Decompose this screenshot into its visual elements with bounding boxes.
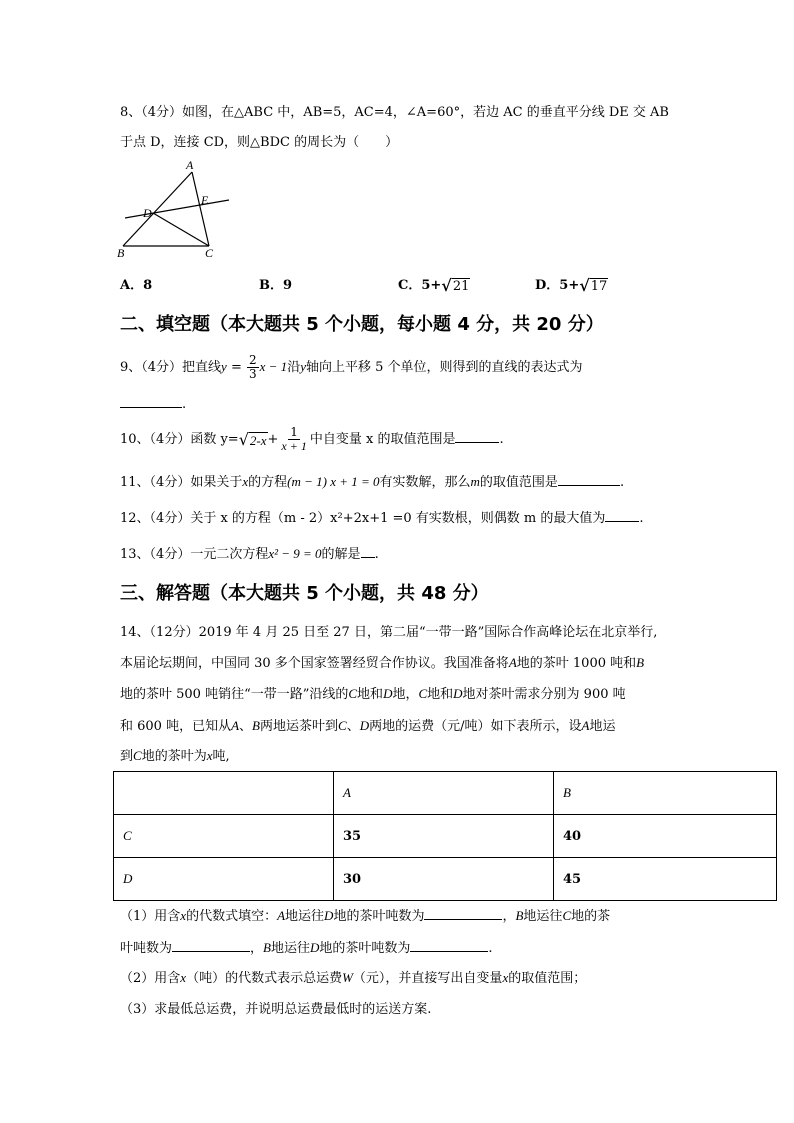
q14-sub3: （3）求最低总运费，并说明总运费最低时的运送方案. [120,1002,432,1017]
table-header-cell [114,772,334,815]
q14-sub1-C: C [562,908,572,923]
q14-line3-a: 地的茶叶 500 吨销往“一带一路”沿线的 [120,687,349,702]
q8-options [120,274,720,296]
q14-sub1-blank-2[interactable] [172,937,250,952]
option-c-prefix: C．5+ [398,278,442,293]
section-3-title: 三、解答题（本大题共 5 个小题，共 48 分） [120,583,489,604]
table-cell: 45 [554,858,777,901]
q14-sub2-c: （元），并直接写出自变量 [352,971,503,986]
q13-answer-blank[interactable] [361,543,375,558]
q12-end: . [639,511,644,526]
q10-suffix: 中自变量 x 的取值范围是 [309,432,456,447]
q10-frac-num: 1 [290,425,298,439]
q14-line5-d: x [206,748,213,763]
q14-line3-i: 地对茶叶需求分别为 900 吨 [462,687,626,702]
q14-sub1-line1 [120,905,610,927]
table-header-cell: A [334,772,554,815]
table-header-cell: B [554,772,777,815]
q14-sub1-c: 地运往 [285,909,325,924]
q11-line [120,471,624,493]
q14-sub2 [120,968,586,989]
segment-cd [153,213,209,246]
table-cell: 40 [554,815,777,858]
option-d-prefix: D．5+ [535,278,580,293]
q14-line3 [120,684,626,705]
q13-equation: x² − 9 = 0 [268,546,322,561]
table-cell: 30 [334,858,554,901]
q8-line1: 8、（4分）如图，在△ABC 中，AB=5，AC=4，∠A=60°，若边 AC 的垂直平分线 DE 交 AB [120,105,669,120]
label-a: A [186,158,194,172]
option-a: A．8 [120,278,153,293]
q14-line4-a: 和 600 吨，已知从 [120,719,232,734]
q14-line5-c: 地的茶叶为 [141,749,207,764]
q10-radicand: 2-x [249,432,267,448]
q13-prefix: 13、（4分）一元二次方程 [120,547,269,562]
label-b: B [117,246,125,260]
q14-sub1-line2 [120,937,493,959]
q14-sub1-line2-d: 地的茶叶吨数为 [319,941,411,956]
q13-suffix: 的解是 [321,547,361,562]
label-e: E [201,193,209,207]
q11-var-m: m [470,474,480,489]
q14-line2 [120,653,644,674]
table-row-label: C [114,815,334,858]
q14-line4 [120,716,615,737]
q14-sub1-A: A [277,908,286,923]
q14-sub1-line2-c: 地运往 [270,941,310,956]
q14-line4-h: D [359,718,370,733]
q14-line4-c: 、 [239,719,253,734]
option-c-sqrt: √ 21 [441,275,470,295]
q14-line2-b: 地的茶叶 1000 吨和 [516,656,637,671]
q8-line2: 于点 D，连接 CD，则△BDC 的周长为（ ） [120,135,399,150]
q14-line4-d: B [252,718,260,733]
q9-axis: y [300,359,306,374]
table-row-label: D [114,858,334,901]
q14-sub1-f: 地运往 [523,909,563,924]
q9-y: y [221,359,227,374]
q10-frac-den: x + 1 [281,439,307,453]
q14-sub2-b: （吨）的代数式表示总运费 [186,971,343,986]
q14-sub1-line2-B: B [263,940,271,955]
q11-end: . [619,475,625,490]
option-b: B．9 [259,278,293,293]
option-d-radicand: 17 [590,278,608,294]
q11-var-x: x [242,474,249,489]
q14-line4-f: C [338,718,347,733]
q14-line5-a: 到 [120,749,134,764]
q14-line2-text: 本届论坛期间，中国同 30 多个国家签署经贸合作协议。我国准备将 [120,656,509,671]
q14-line1: 14、（12分）2019 年 4 月 25 日至 27 日，第二届“一带一路”国际合作高峰论坛在北京举行, [120,625,658,640]
q11-mid2: 有实数解，那么 [379,475,471,490]
q14-sub1-line2-e: . [488,941,493,956]
q11-suffix: 的取值范围是 [479,475,558,490]
q14-sub1-e: ， [502,909,516,924]
triangle-figure [117,158,235,262]
q14-sub1-a: （1）用含 [120,909,181,924]
q12-line [120,507,644,529]
table-header-row [114,772,777,815]
q14-line2-c: B [636,655,645,670]
q9-mid: 沿 [287,360,301,375]
q14-sub2-W: W [342,970,353,985]
q14-sub1-d: 地的茶叶吨数为 [333,909,425,924]
q14-sub1-line2-a: 叶吨数为 [120,941,173,956]
q10-sqrt: √ 2-x [238,429,267,449]
q14-sub1-line2-D: D [310,940,320,955]
q14-line3-c: C [348,686,358,701]
q14-line3-d: D [383,686,393,701]
q9-prefix: 9、（4分）把直线 [120,360,222,375]
q9-equals: = [226,360,246,375]
q14-sub2-x2: x [502,970,509,985]
q14-sub1-g: 地的茶 [571,909,611,924]
q10-prefix: 10、（4分）函数 y= [120,432,239,447]
label-c: C [205,246,214,260]
q11-equation: (m − 1) x + 1 = 0 [287,474,380,489]
q9-line1 [120,353,583,382]
q14-sub1-x: x [180,908,187,923]
option-c-radicand: 21 [452,278,470,294]
q14-line5-b: C [133,748,142,763]
q14-line4-i: 两地的运费（元/吨）如下表所示，设 [369,719,582,734]
q9-tail-expr: x − 1 [259,359,288,374]
option-d [535,274,608,295]
q9-fraction [247,354,259,381]
q14-line3-g: 地和 [427,687,454,702]
q9-frac-num: 2 [249,353,257,367]
q11-answer-blank[interactable] [558,471,620,486]
q14-sub2-x: x [180,970,187,985]
q9-suffix: 轴向上平移 5 个单位，则得到的直线的表达式为 [305,360,583,375]
q14-line5 [120,746,230,767]
table-row [114,858,777,901]
q10-line [120,425,504,455]
q14-line4-j: A [581,718,590,733]
q9-answer-blank[interactable] [120,393,182,408]
q10-end: . [499,432,504,447]
q9-end: . [182,397,187,412]
q12-prefix: 12、（4分）关于 x 的方程（m - 2）x²+2x+1 =0 有实数根，则偶数 m 的最大值为 [120,511,606,526]
table-cell: 35 [334,815,554,858]
option-c [398,274,470,295]
q14-line5-e: 吨, [212,749,230,764]
q13-line [120,543,379,565]
q10-plus: + [267,432,279,447]
segment-ab [123,172,192,246]
q14-line3-f: C [418,686,428,701]
freight-cost-table [113,771,777,901]
section-2-title: 二、填空题（本大题共 5 个小题，每小题 4 分，共 20 分） [120,314,604,335]
option-d-sqrt: √ 17 [579,275,608,295]
q11-mid1: 的方程 [248,475,288,490]
q14-sub1-B: B [515,908,524,923]
q11-prefix: 11、（4分）如果关于 [120,475,243,490]
q14-line4-e: 两地运茶叶到 [260,719,339,734]
q10-fraction [279,426,308,453]
q14-line3-h: D [453,686,463,701]
label-d: D [143,206,152,220]
q14-sub1-blank-1[interactable] [424,905,502,920]
q14-sub1-D: D [324,908,334,923]
segment-de [125,200,229,218]
q14-sub2-a: （2）用含 [120,971,181,986]
q12-answer-blank[interactable] [605,507,639,522]
q14-sub2-d: 的取值范围； [508,971,587,986]
q14-line3-b: 地和 [357,687,384,702]
q9-frac-den: 3 [249,367,257,381]
q14-sub1-blank-3[interactable] [410,937,488,952]
q14-sub1-line2-b: ， [250,941,264,956]
q9-line2 [120,393,186,415]
table-row [114,815,777,858]
segment-ac [192,172,209,246]
q14-line3-e: 地， [392,687,419,702]
q14-line2-a: A [508,655,517,670]
q13-end: . [374,547,379,562]
q10-answer-blank[interactable] [455,428,499,443]
q14-line4-b: A [231,718,240,733]
q14-sub1-b: 的代数式填空： [186,909,278,924]
q14-line4-g: 、 [346,719,360,734]
q14-line4-k: 地运 [589,719,616,734]
